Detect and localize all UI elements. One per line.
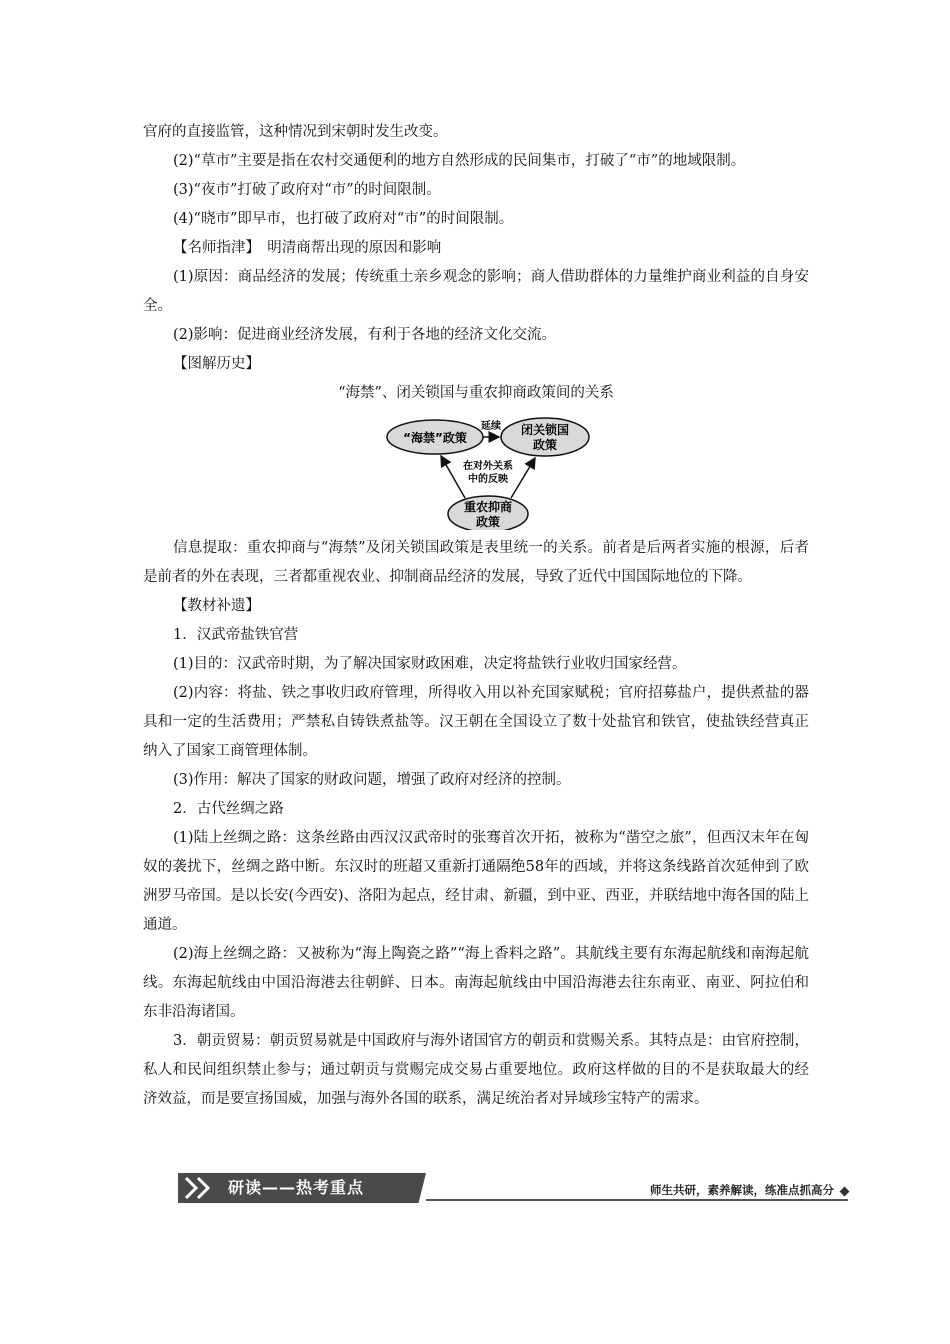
node-zhongnong-label-1: 重农抑商 xyxy=(463,500,513,514)
paragraph: (2)内容：将盐、铁之事收归政府管理，所得收入用以补充国家赋税；官府招募盐户，提供煮盐的器具和一定的生活费用；严禁私自铸铁煮盐等。汉王朝在全国设立了数十处盐官和铁官，使盐铁经营真正纳入了国家工商管理体制。 xyxy=(143,685,809,759)
banner-title: 研读——热考重点 xyxy=(228,1178,365,1197)
relationship-diagram xyxy=(143,410,809,530)
paragraph: (2)影响：促进商业经济发展，有利于各地的经济文化交流。 xyxy=(173,327,557,343)
edge-label-fanying-1: 在对外关系 xyxy=(463,461,513,472)
node-zhongnong-label-2: 政策 xyxy=(475,515,501,529)
node-haijin xyxy=(387,420,483,454)
node-zhongnong xyxy=(448,496,528,530)
section-banner xyxy=(178,1173,848,1203)
document-body xyxy=(143,118,809,1114)
diagram-title: “海禁”、闭关锁国与重农抑商政策间的关系 xyxy=(338,385,614,401)
paragraph: (3)作用：解决了国家的财政问题，增强了政府对经济的控制。 xyxy=(173,772,571,788)
edge-arrow-to-haijin xyxy=(441,456,465,498)
section-heading-mingshi: 【名师指津】 明清商帮出现的原因和影响 xyxy=(173,240,442,256)
edge-arrow-to-biguan xyxy=(511,458,535,498)
node-biguan-label-1: 闭关锁国 xyxy=(520,423,570,437)
diagram-svg xyxy=(143,410,809,530)
node-biguan-label-2: 政策 xyxy=(532,438,558,452)
paragraph: (2)“草市”主要是指在农村交通便利的地方自然形成的民间集市，打破了“市”的地域限制。 xyxy=(173,153,746,169)
diamond-icon xyxy=(840,1187,850,1197)
paragraph: (1)陆上丝绸之路：这条丝路由西汉汉武帝时的张骞首次开拓，被称为“凿空之旅”，但西汉末年在匈奴的袭扰下，丝绸之路中断。东汉时的班超又重新打通隔绝58年的西域，并将这条线路首次延伸到了欧洲罗马帝国。是以长安(今西安)、洛阳为起点，经甘肃、新疆，到中亚、西亚，并联结地中海各国的陆上通道。 xyxy=(143,830,809,933)
paragraph: 信息提取：重农抑商与“海禁”及闭关锁国政策是表里统一的关系。前者是后两者实施的根源，后者是前者的外在表现，三者都重视农业、抑制商品经济的发展，导致了近代中国国际地位的下降。 xyxy=(143,540,809,585)
double-chevron-icon xyxy=(184,1176,222,1200)
edge-label-fanying-2: 中的反映 xyxy=(468,474,508,485)
paragraph: (1)目的：汉武帝时期，为了解决国家财政困难，决定将盐铁行业收归国家经营。 xyxy=(173,656,687,672)
node-biguan xyxy=(501,418,589,456)
banner-underline xyxy=(426,1199,848,1201)
subheading: 1．汉武帝盐铁官营 xyxy=(173,627,299,643)
paragraph: (4)“晓市”即早市，也打破了政府对“市”的时间限制。 xyxy=(173,211,514,227)
paragraph: (2)海上丝绸之路：又被称为“海上陶瓷之路”“海上香料之路”。其航线主要有东海起航线和南海起航线。东海起航线由中国沿海港去往朝鲜、日本。南海起航线由中国沿海港去往东南亚、南亚、阿拉伯和东非沿海诸国。 xyxy=(143,946,809,1020)
section-heading-tujie: 【图解历史】 xyxy=(173,356,260,372)
paragraph: 3．朝贡贸易：朝贡贸易就是中国政府与海外诸国官方的朝贡和赏赐关系。其特点是：由官府控制，私人和民间组织禁止参与；通过朝贡与赏赐完成交易占重要地位。政府这样做的目的不是获取最大的经济效益，而是要宣扬国威，加强与海外各国的联系，满足统治者对异域珍宝特产的需求。 xyxy=(143,1033,809,1107)
banner-slogan: 师生共研，素养解读，练准点抓高分 xyxy=(650,1183,834,1197)
paragraph: (3)“夜市”打破了政府对“市”的时间限制。 xyxy=(173,182,441,198)
paragraph: 官府的直接监管，这种情况到宋朝时发生改变。 xyxy=(143,124,448,140)
edge-label-yanxu: 延续 xyxy=(481,421,501,432)
node-haijin-label: “海禁”政策 xyxy=(403,431,467,445)
section-heading-jiaocai: 【教材补遗】 xyxy=(173,598,260,614)
subheading: 2．古代丝绸之路 xyxy=(173,801,284,817)
paragraph: (1)原因：商品经济的发展；传统重土亲乡观念的影响；商人借助群体的力量维护商业利益的自身安全。 xyxy=(143,269,809,314)
